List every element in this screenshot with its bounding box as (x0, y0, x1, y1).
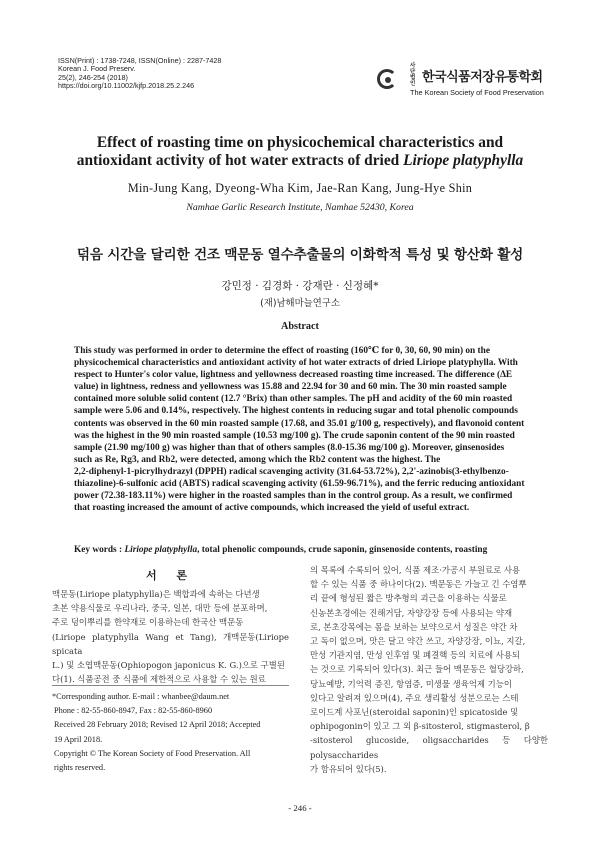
paper-title (50, 134, 550, 170)
abstract-line: was the highest in the 90 min roasted sample (10.53 mg/100 g). The crude saponin content of the 90 min roasted (74, 430, 515, 441)
intro-line: 고 독이 없으며, 맛은 달고 약간 쓰고, 자양강장, 이뇨, 지갈, (310, 636, 526, 647)
korean-author-list: 강민정 · 김경화 · 강재란 · 신정혜* (221, 280, 379, 292)
keywords-list: , total phenolic compounds, crude saponin, ginsenoside contents, roasting (197, 545, 488, 555)
society-emblem-icon (374, 67, 404, 93)
intro-heading: 서 론 (145, 569, 196, 582)
intro-line: 초본 약용식물로 우리나라, 중국, 일본, 대만 등에 분포하며, (52, 603, 268, 614)
intro-line: 맥문동(Liriope platyphylla)은 백합과에 속하는 다년생 (52, 589, 260, 599)
keywords (74, 545, 544, 555)
received-dates: Received 28 February 2018; Revised 12 April 2018; Accepted (54, 720, 261, 730)
issn-line: ISSN(Print) : 1738-7248, ISSN(Online) : 2287-7428 (58, 56, 222, 65)
intro-line: 주로 덩이뿌리를 한약재로 이용하는데 한국산 맥문동 (52, 617, 244, 628)
abstract-line: contained more soluble solid content (12.7 °Brix) than other samples. The pH and acidity of the 60 min roasted (74, 394, 513, 405)
society-logo (374, 63, 544, 97)
abstract-line: power (72.38-183.11%) were higher in the roasted samples than in the control group. As a result, we confirmed (74, 491, 513, 502)
intro-line: 신농본초경에는 진해거담, 자양강장 등에 사용되는 약재 (310, 607, 513, 618)
footnote (52, 690, 289, 775)
title-line-2: antioxidant activity of hot water extracts of dried Liriope platyphylla (76, 152, 524, 169)
accepted-date: 19 April 2018. (54, 734, 103, 744)
intro-line: -sitosterol glucoside, oligsaccharides 등 다양한 polysaccharides (310, 735, 548, 760)
volume-line: 25(2), 246-254 (2018) (58, 72, 128, 82)
abstract-line: respect to Hunter's color value, lightness and yellowness decreased roasting time increased. The difference (ΔE (74, 370, 513, 381)
intro-line: 로, 본초강목에는 몸을 보하는 보약으로서 성질은 약간 차 (310, 621, 518, 632)
keywords-label: Key words : (74, 545, 125, 555)
abstract-line: such as Re, Rg3, and Rb2, were detected, among which the Rb2 content was the highest. The (74, 454, 441, 465)
abstract-line: sample (21.90 mg/100 g) was higher than that of others samples (8.0-15.36 mg/100 g). Moreover, ginsenosides (74, 442, 505, 453)
intro-line: 할 수 있는 식품 중 하나이다(2). 맥문동은 가늘고 긴 수염뿌 (310, 579, 527, 590)
intro-line: 로이드계 사포닌(steroidal saponin)인 spicatoside 및 (310, 707, 519, 718)
abstract-body (74, 345, 527, 514)
intro-line: 당뇨예방, 기억력 증진, 항염증, 미생물 생육억제 기능이 (310, 678, 512, 689)
society-korean-name: 한국식품저장유통학회 (422, 69, 543, 85)
intro-left-column (52, 587, 289, 686)
journal-line: Korean J. Food Preserv. (58, 64, 136, 74)
society-prefix: 사단 법인 (410, 63, 416, 87)
footnote-divider (52, 685, 289, 686)
contact-phone: Phone : 82-55-860-8947, Fax : 82-55-860-8960 (54, 706, 213, 716)
abstract-heading: Abstract (281, 321, 319, 332)
intro-line: 의 목록에 수록되어 있어, 식품 제조·가공시 부원료로 사용 (310, 565, 521, 575)
abstract-line: contents was observed in the 60 min roasted sample (17.68, and 35.01 g/100 g, respectively), and flavonoid content (74, 418, 525, 429)
abstract-line: physicochemical characteristics and antioxidant activity of hot water extracts of dried Liriope platyphylla. With (74, 358, 518, 369)
rights-reserved: rights reserved. (54, 763, 106, 773)
affiliation: Namhae Garlic Research Institute, Namhae 52430, Korea (186, 202, 414, 213)
title-line-1: Effect of roasting time on physicochemical characteristics and (96, 134, 504, 151)
abstract-line: that roasting increased the amount of active compounds, which increased the yield of useful extract. (74, 503, 470, 514)
keywords-species: Liriope platyphylla (124, 545, 198, 555)
abstract-line: This study was performed in order to determine the effect of roasting (160℃ for 0, 30, 60, 90 min) on the (74, 346, 490, 356)
abstract-line: sample were 5.06 and 0.14%, respectively. The highest contents in reducing sugar and total phenolic compounds (74, 406, 518, 417)
intro-line: 리 끝에 형성된 짧은 방추형의 괴근을 이용하는 식물로 (310, 593, 507, 604)
intro-line: 다(1). 식품공전 중 식품에 제한적으로 사용할 수 있는 원료 (52, 674, 266, 685)
society-english-name: The Korean Society of Food Preservation (410, 88, 544, 97)
title-species: Liriope platyphylla (403, 152, 524, 169)
doi-link[interactable]: https://doi.org/10.11002/kjfp.2018.25.2.246 (58, 81, 195, 91)
intro-right-column (310, 563, 548, 776)
intro-line: 가 함유되어 있다(5). (310, 763, 387, 774)
author-list: Min-Jung Kang, Dyeong-Wha Kim, Jae-Ran Kang, Jung-Hye Shin (127, 181, 473, 195)
abstract-line: thiazoline)-6-sulfonic acid (ABTS) radical scavenging activity (61.59-96.71%), and the ferric reducing antioxidant (74, 479, 525, 490)
abstract-line: 2,2-diphenyl-1-picrylhydrazyl (DPPH) radical scavenging activity (31.64-53.72%), 2,2'-azinobis(3-ethylbenzo- (74, 466, 509, 477)
intro-line: 있다고 알려져 있으며(4), 주요 생리활성 성분으로는 스테 (310, 692, 519, 703)
intro-line: (Liriope platyphylla Wang et Tang), 개맥문동(Liriope spicata (52, 631, 289, 656)
intro-line: 는 것으로 기록되어 있다(3). 최근 들어 맥문동은 혈당강하, (310, 664, 524, 675)
page-number: - 246 - (288, 803, 312, 813)
intro-line: L.) 및 소엽맥문동(Ophiopogon japonicus K. G.)으로 구별된 (52, 660, 285, 671)
abstract-line: value) in lightness, redness and yellowness was 15.88 and 22.94 for 30 and 60 min. The 30 min roasted sample (74, 382, 507, 393)
korean-title: 덖음 시간을 달리한 건조 맥문동 열수추출물의 이화학적 특성 및 항산화 활성 (76, 247, 524, 263)
corresponding-author: *Corresponding author. E-mail : whanbee@daum.net (52, 692, 230, 701)
issn-block (58, 57, 221, 91)
copyright: Copyright © The Korean Society of Food Preservation. All (54, 748, 251, 758)
korean-affiliation: (재)남해마늘연구소 (260, 298, 340, 309)
intro-line: ophipogonin이 있고 그 외 β-sitosterol, stigmasterol, β (310, 721, 530, 732)
intro-line: 만성 기관지염, 만성 인후염 및 폐결핵 등의 치료에 사용되 (310, 650, 521, 661)
